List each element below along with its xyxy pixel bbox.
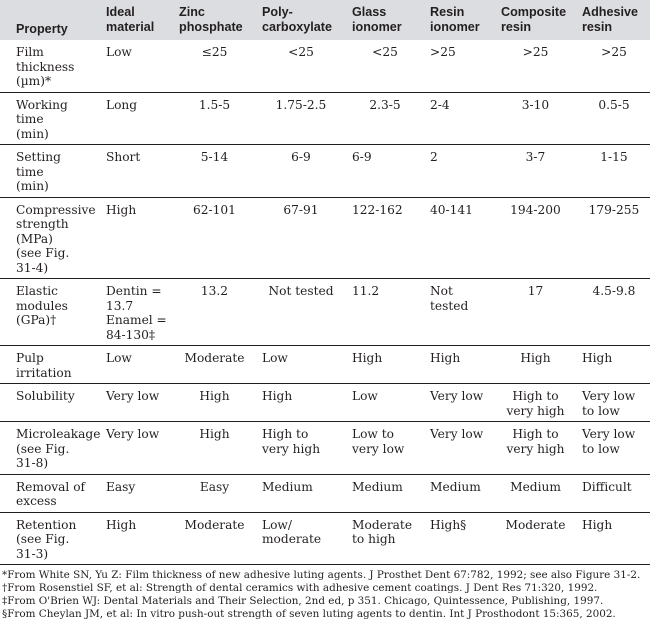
row-property-label: Working time (min) [16,97,68,141]
table-cell: 62-101 [193,202,236,217]
table-cell: 3-10 [521,97,550,112]
table-cell: High [582,517,613,532]
table-cell: Low [352,389,378,403]
row-property-label: Compressive strength (MPa) (see Fig. 31-4) [16,202,96,275]
header-resin-ionomer: Resin ionomer [430,5,480,34]
table-cell: Very low to low [582,389,636,418]
header-ideal-material: Ideal material [106,5,155,34]
table-cell: 6-9 [291,150,311,164]
table-row [0,346,650,384]
table-cell: High [352,351,383,365]
footnote: †From Rosenstiel SF, et al: Strength of dental ceramics with adhesive cement coatings. J Dent Res 71:320, 1992. [2,582,598,594]
table-cell: 4.5-9.8 [592,284,636,298]
table-cell: Long [106,97,138,112]
row-property-label: Microleakage (see Fig. 31-8) [16,427,101,470]
table-cell: 13.2 [200,284,229,298]
row-property-label: Elastic modules (GPa)† [16,284,68,327]
table-cell: 122-162 [352,202,403,217]
row-property-label: Retention (see Fig. 31-3) [16,517,77,561]
footnote: ‡From O'Brien WJ: Dental Materials and Their Selection, 2nd ed, p 351. Chicago, Quintessence, Publishing, 1997. [2,595,604,607]
table-cell: 67-91 [283,202,319,217]
table-cell: Low [262,351,288,365]
table-cell: <25 [372,45,398,59]
table-cell: Short [106,150,141,164]
table-cell: 1.5-5 [198,97,231,112]
table-cell: 40-141 [430,202,473,217]
table-cell: 1.75-2.5 [275,97,327,112]
table-cell: High [199,389,230,403]
table-cell: Not tested [430,284,469,313]
table-cell: 179-255 [588,202,640,217]
table-row [0,474,650,512]
table-cell: 2.3-5 [369,97,401,112]
table-cell: Low [106,45,132,59]
table-row [0,512,650,565]
table-row [0,197,650,279]
table-cell: High [106,517,137,532]
table-cell: 11.2 [352,284,380,298]
table-cell: >25 [601,45,627,59]
table-cell: Very low [106,389,160,403]
footnote: §From Cheylan JM, et al: In vitro push-out strength of seven luting agents to dentin. Int J Prosthodont 15:365, 2002. [2,608,616,620]
table-cell: 6-9 [352,150,372,164]
table-header-row [0,0,650,40]
header-composite-resin: Composite resin [501,5,567,34]
table-cell: Easy [199,479,230,494]
table-cell: High [582,351,613,365]
table-cell: High to very high [262,427,321,456]
table-cell: 5-14 [200,150,229,164]
table-cell: 2-4 [430,97,450,112]
table-cell: High [520,351,551,365]
table-cell: High to very high [506,389,565,418]
table-cell: High [199,427,230,441]
table-cell: High [106,202,137,217]
table-cell: High§ [430,517,467,532]
table-cell: 0.5-5 [598,97,630,112]
table-cell: Difficult [582,479,632,494]
table-cell: Low/ moderate [262,517,322,546]
table-row [0,279,650,346]
table-cell: Moderate [505,517,566,532]
header-property: Property [16,22,68,36]
table-cell: >25 [430,45,456,59]
table-cell: Very low [430,389,484,403]
table-cell: Medium [430,479,481,494]
header-glass-ionomer: Glass ionomer [352,5,402,34]
table-cell: ≤25 [201,45,228,59]
table-cell: Very low [106,427,160,441]
table-row [0,40,650,92]
table-cell: Moderate [184,351,245,365]
table-cell: Low to very low [352,427,405,456]
table-cell: Medium [510,479,561,494]
table-cell: Low [106,351,132,365]
table-row [0,145,650,198]
header-zinc-phosphate: Zinc phosphate [179,5,243,34]
header-polycarboxylate: Poly-carboxylate [262,5,333,34]
table-cell: Not tested [268,284,334,298]
table-cell: Easy [106,479,136,494]
table-cell: High [430,351,461,365]
row-property-label: Solubility [16,389,75,403]
table-cell: 3-7 [525,150,546,164]
table-cell: Medium [262,479,313,494]
table-cell: >25 [522,45,549,59]
table-cell: Very low [430,427,484,441]
table-body [0,40,650,565]
footnotes [0,565,650,621]
table-cell: Medium [352,479,403,494]
row-property-label: Removal of excess [16,479,86,508]
table-cell: 17 [527,284,544,298]
table-cell: Very low to low [582,427,636,456]
table-cell: Moderate to high [352,517,413,546]
table-cell: Dentin = 13.7 Enamel = 84-130‡ [106,284,167,342]
footnote: *From White SN, Yu Z: Film thickness of new adhesive luting agents. J Prosthet Dent 67:782, 1992; see also Figure 31-2. [2,569,641,581]
row-property-label: Setting time (min) [16,150,61,193]
table-cell: 2 [430,150,438,164]
table-cell: Moderate [184,517,245,532]
table-cell: High [262,389,293,403]
header-adhesive-resin: Adhesive resin [582,5,638,34]
table-cell: <25 [288,45,314,59]
table-row [0,384,650,422]
table-cell: 194-200 [510,202,561,217]
table-cell: 1-15 [600,150,628,164]
row-property-label: Pulp irritation [16,351,72,380]
row-property-label: Film thickness (µm)* [16,45,75,88]
table-row [0,422,650,475]
table-row [0,92,650,145]
table-cell: High to very high [506,427,565,456]
